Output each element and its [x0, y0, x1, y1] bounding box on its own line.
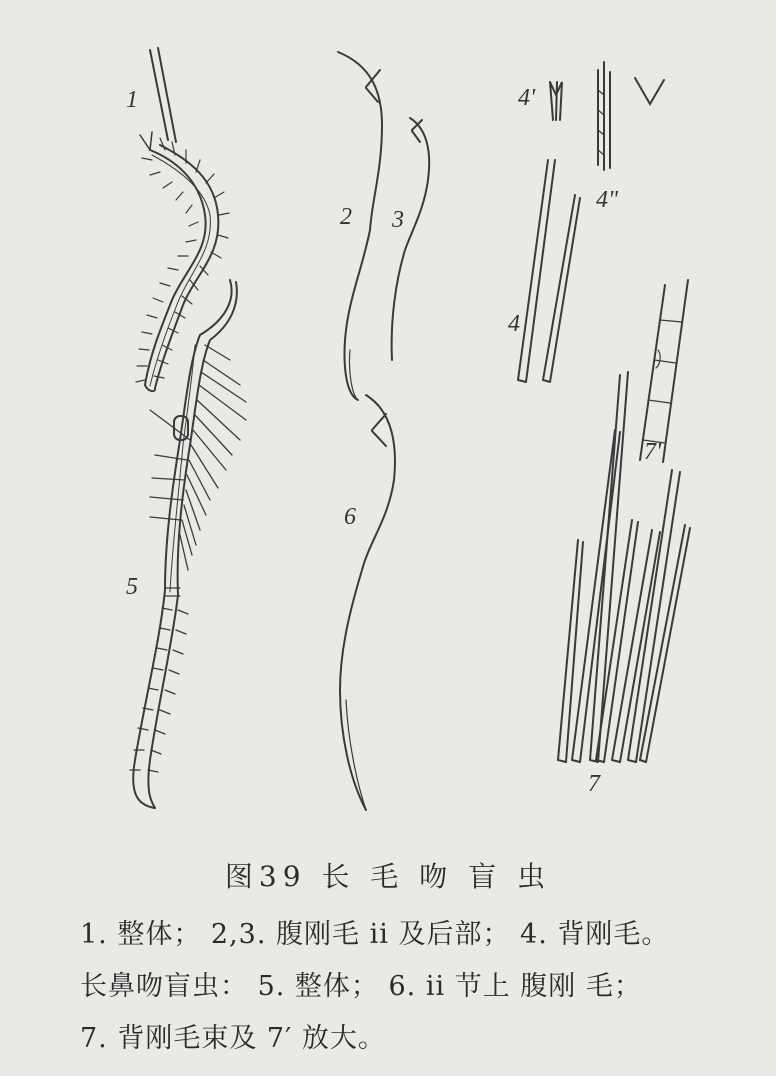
seta-4-prime [550, 82, 562, 120]
label-1: 1 [126, 87, 138, 113]
label-6: 6 [344, 504, 356, 530]
specimen-1-whole-body [140, 48, 218, 391]
label-4-double-prime: 4" [596, 187, 619, 213]
caption-line-2: 长鼻吻盲虫： 5. 整体； 6. ii 节上 腹刚 毛； [80, 971, 642, 1002]
seta-4-double-prime [598, 62, 610, 170]
label-4-prime: 4' [518, 85, 536, 111]
caption-line-1: 1. 整体； 2,3. 腹刚毛 ii 及后部； 4. 背刚毛。 [80, 919, 670, 950]
label-3: 3 [392, 207, 404, 233]
label-5: 5 [126, 574, 138, 600]
label-7: 7 [588, 771, 600, 797]
setae-bundle-7 [558, 372, 690, 762]
seta-V [635, 78, 664, 104]
figure-caption-title: 图39 长 毛 吻 盲 虫 [224, 860, 552, 893]
seta-7-prime [640, 280, 688, 465]
label-2: 2 [340, 204, 352, 230]
seta-4 [518, 160, 580, 382]
caption-line-3: 7. 背刚毛束及 7′ 放大。 [80, 1023, 386, 1054]
seta-6 [340, 395, 395, 810]
specimen-5-whole-body [133, 280, 237, 808]
seta-3 [392, 118, 430, 360]
label-7-prime: 7' [644, 439, 662, 465]
label-4: 4 [508, 311, 520, 337]
